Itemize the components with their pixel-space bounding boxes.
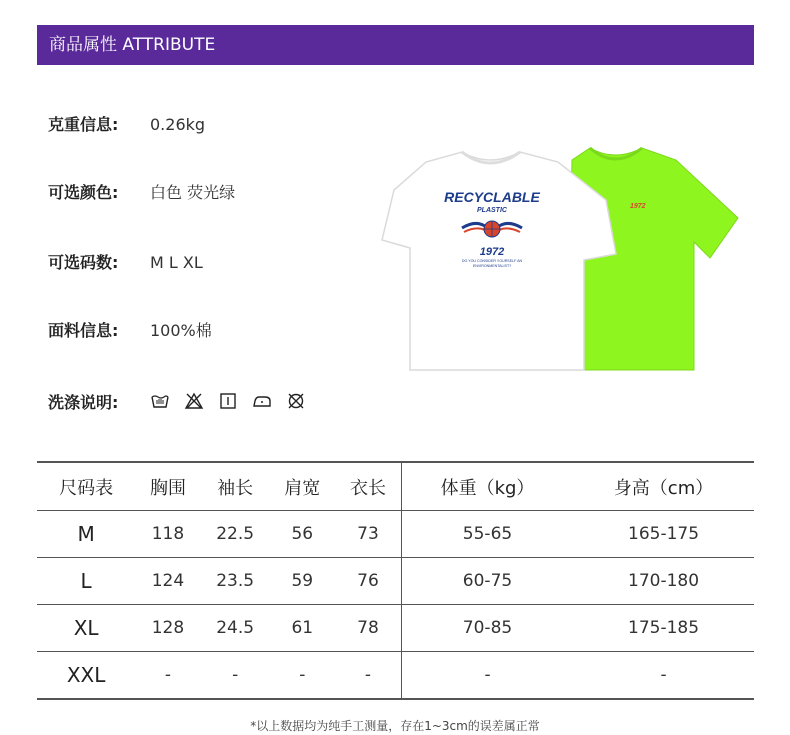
attr-colors	[48, 180, 235, 203]
table-cell: -	[201, 652, 270, 700]
table-cell: -	[335, 652, 401, 700]
table-row	[37, 558, 754, 605]
attr-label: 可选码数:	[48, 253, 119, 272]
no-dryclean-icon	[286, 392, 306, 410]
iron-low-icon	[252, 392, 272, 410]
no-bleach-icon	[184, 392, 204, 410]
size-cell: L	[37, 558, 135, 605]
attr-label: 可选颜色:	[48, 183, 119, 202]
col-header: 袖长	[201, 462, 270, 511]
table-cell: 128	[135, 605, 200, 652]
table-cell: 70-85	[401, 605, 573, 652]
table-cell: 165-175	[573, 511, 754, 558]
table-row	[37, 511, 754, 558]
attr-sizes	[48, 250, 203, 273]
size-table	[37, 461, 754, 700]
attr-value: M L XL	[150, 253, 203, 272]
table-cell: 124	[135, 558, 200, 605]
table-cell: 22.5	[201, 511, 270, 558]
table-cell: 78	[335, 605, 401, 652]
col-header: 体重（kg）	[401, 462, 573, 511]
table-cell: 118	[135, 511, 200, 558]
hand-wash-icon	[150, 392, 170, 410]
section-title: 商品属性 ATTRIBUTE	[49, 35, 216, 55]
green-shirt	[568, 148, 738, 370]
table-cell: 61	[270, 605, 335, 652]
print-subtitle: PLASTIC	[477, 207, 507, 214]
product-image	[380, 130, 760, 380]
table-header-row	[37, 462, 754, 511]
print-small-text-2: ENVIRONMENTALIST?	[472, 264, 512, 268]
table-cell: 73	[335, 511, 401, 558]
size-cell: XXL	[37, 652, 135, 700]
table-cell: 170-180	[573, 558, 754, 605]
table-row	[37, 652, 754, 700]
col-header: 衣长	[335, 462, 401, 511]
attr-label: 洗涤说明:	[48, 393, 119, 412]
attr-wash	[48, 390, 150, 413]
table-cell: 24.5	[201, 605, 270, 652]
tumble-dry-icon	[218, 392, 238, 410]
attr-label: 面料信息:	[48, 321, 119, 340]
table-cell: -	[573, 652, 754, 700]
table-cell: 55-65	[401, 511, 573, 558]
size-cell: M	[37, 511, 135, 558]
table-row	[37, 605, 754, 652]
table-cell: 59	[270, 558, 335, 605]
measurement-note: *以上数据均为纯手工测量，存在1~3cm的误差属正常	[250, 719, 540, 733]
table-cell: -	[401, 652, 573, 700]
attr-value: 白色 荧光绿	[150, 183, 236, 202]
table-cell: 56	[270, 511, 335, 558]
print-year: 1972	[479, 246, 505, 258]
col-header: 身高（cm）	[573, 462, 754, 511]
table-cell: -	[270, 652, 335, 700]
attr-weight	[48, 112, 205, 135]
green-shirt-print: 1972	[630, 203, 646, 210]
print-small-text-1: DO YOU CONSIDER YOURSELF AN	[461, 259, 523, 263]
attr-value: 0.26kg	[150, 115, 206, 134]
attr-value: 100%棉	[150, 321, 212, 340]
table-cell: 60-75	[401, 558, 573, 605]
print-title: RECYCLABLE	[444, 189, 540, 205]
attr-label: 克重信息:	[48, 115, 119, 134]
table-cell: -	[135, 652, 200, 700]
section-header	[37, 25, 754, 65]
wash-icons	[150, 392, 306, 410]
attr-fabric	[48, 318, 212, 341]
col-header: 胸围	[135, 462, 200, 511]
table-cell: 23.5	[201, 558, 270, 605]
table-cell: 76	[335, 558, 401, 605]
col-header: 肩宽	[270, 462, 335, 511]
col-header: 尺码表	[37, 462, 135, 511]
size-cell: XL	[37, 605, 135, 652]
table-cell: 175-185	[573, 605, 754, 652]
